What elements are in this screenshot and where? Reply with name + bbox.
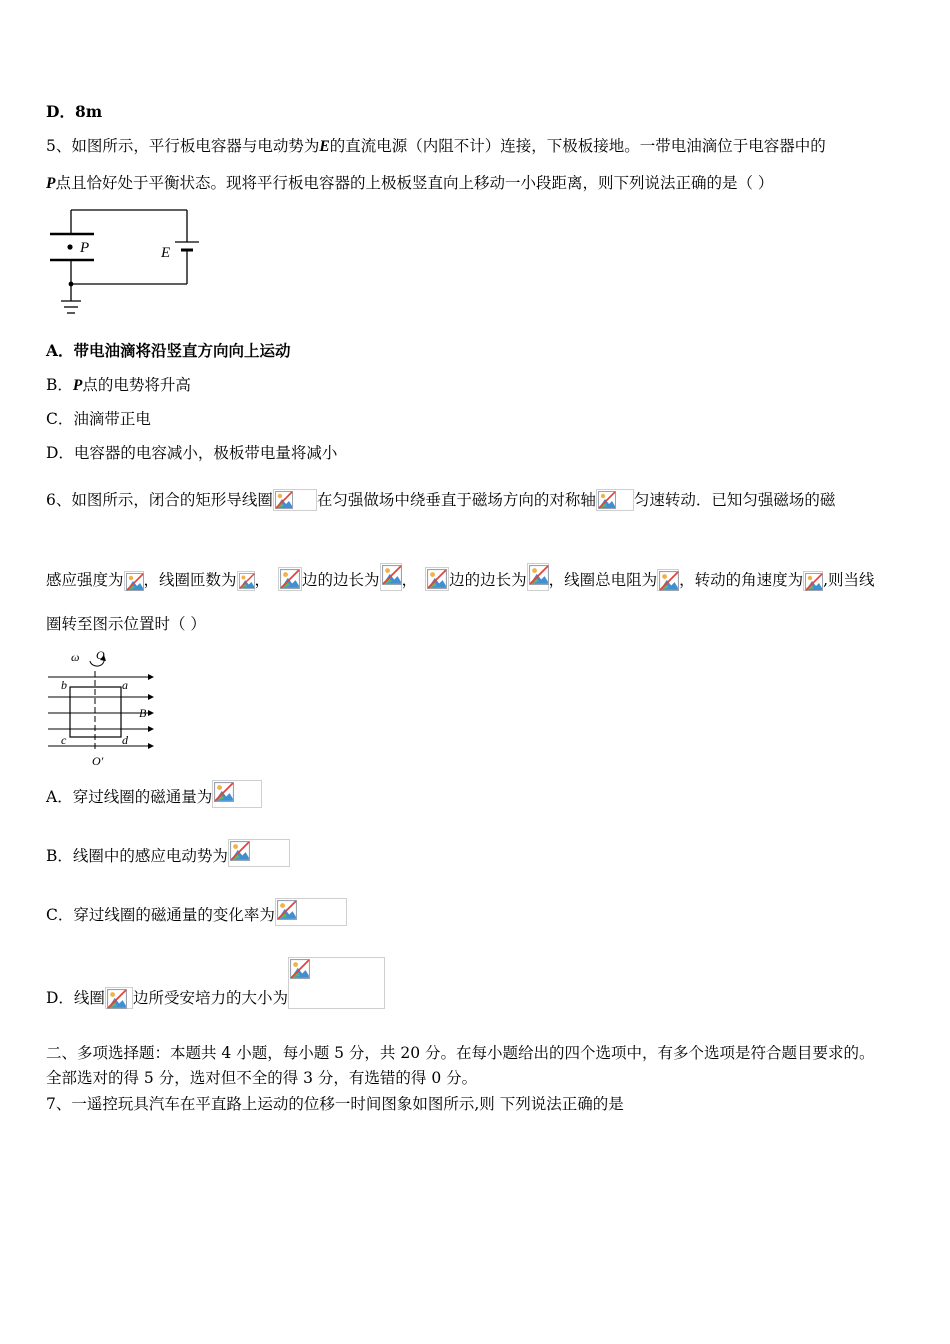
q6-text: ，线圈匝数为 (143, 571, 237, 589)
q5-var-P: P (46, 175, 56, 192)
q6-rotating-coil-figure (44, 645, 156, 773)
formula-image-icon (237, 571, 255, 591)
q6-label-c: c (61, 733, 67, 747)
formula-image-icon (228, 839, 290, 867)
q6-text: 匀速转动．已知匀强磁场的磁 (633, 491, 836, 509)
q5-stem-line1 (46, 135, 826, 158)
q5-option-a-text: A．带电油滴将沿竖直方向向上运动 (46, 341, 291, 360)
formula-image-icon (278, 567, 302, 591)
oil-drop-dot (67, 244, 72, 249)
q6-label-a: a (122, 678, 128, 692)
q5-capacitor-circuit-figure (44, 204, 204, 322)
q5-text: 的直流电源（内阻不计）连接，下极板接地。一带电油滴位于电容器中的 (329, 137, 826, 155)
q5-var-E: E (319, 138, 330, 155)
formula-image-icon (212, 780, 262, 808)
formula-image-icon (596, 489, 634, 511)
q6-stem-line3: 圈转至图示位置时（ ） (46, 615, 206, 633)
q6-option-b-text: B．线圈中的感应电动势为 (46, 847, 228, 865)
q6-option-a-text: A．穿过线圈的磁通量为 (46, 788, 213, 806)
q5-option-c: C．油滴带正电 (46, 410, 151, 428)
q6-text: 边的边长为 (302, 571, 380, 589)
formula-image-icon (288, 957, 385, 1009)
section2-heading-line1: 二、多项选择题：本题共 4 小题，每小题 5 分，共 20 分。在每小题给出的四个选项中，有多个选项是符合题目要求的。 (46, 1044, 875, 1062)
q4-option-d: D．8m (46, 102, 103, 121)
formula-image-icon (275, 898, 347, 926)
q5-option-b-var: P (72, 377, 83, 394)
q6-text: 6、如图所示，闭合的矩形导线圈 (46, 491, 273, 509)
q6-text: 在匀强做场中绕垂直于磁场方向的对称轴 (316, 491, 596, 509)
q6-option-d-text: 边所受安培力的大小为 (132, 989, 288, 1007)
q6-text: ， (254, 571, 271, 589)
q5-option-b-prefix: B． (46, 376, 73, 394)
q5-label-P: P (80, 240, 90, 256)
q6-option-b (46, 839, 290, 867)
q6-option-a (46, 780, 262, 808)
q5-option-b-text: 点的电势将升高 (82, 376, 191, 394)
q5-option-b (46, 374, 191, 397)
q6-option-d (46, 957, 385, 1009)
q7-stem: 7、一遥控玩具汽车在平直路上运动的位移一时间图象如图所示,则 下列说法正确的是 (46, 1095, 624, 1113)
q5-text: 5、如图所示，平行板电容器与电动势为 (46, 137, 320, 155)
q5-option-a (46, 340, 291, 362)
formula-image-icon (124, 571, 144, 591)
q6-label-b: b (61, 678, 67, 692)
q5-text: 点且恰好处于平衡状态。现将平行板电容器的上极板竖直向上移动一小段距离，则下列说法正确的是（ ） (55, 174, 774, 192)
formula-image-icon (657, 569, 679, 591)
q5-label-E: E (161, 245, 171, 261)
formula-image-icon (527, 563, 549, 591)
section2-heading-line2: 全部选对的得 5 分，选对但不全的得 3 分，有选错的得 0 分。 (46, 1069, 478, 1087)
q5-option-d: D．电容器的电容减小，极板带电量将减小 (46, 444, 338, 462)
formula-image-icon (425, 567, 449, 591)
q6-stem-line2 (46, 563, 875, 591)
q6-label-d: d (122, 733, 128, 747)
formula-image-icon (273, 489, 317, 511)
q6-label-O-prime: O′ (92, 754, 104, 768)
q6-option-c (46, 898, 347, 926)
q6-text: 感应强度为 (46, 571, 124, 589)
q6-text: ， (401, 571, 418, 589)
q6-text: ，线圈总电阻为 (548, 571, 658, 589)
q5-stem-line2 (46, 172, 773, 195)
q6-label-O: O (96, 648, 105, 662)
formula-image-icon (380, 563, 402, 591)
q6-label-omega: ω (71, 650, 80, 664)
q6-text: 边的边长为 (449, 571, 527, 589)
q6-text: ，转动的角速度为 (679, 571, 804, 589)
q6-label-B: B (139, 706, 147, 720)
q6-text: ,则当线 (823, 571, 875, 589)
q6-option-c-text: C．穿过线圈的磁通量的变化率为 (46, 906, 275, 924)
q6-option-d-text: D．线圈 (46, 989, 105, 1007)
q6-stem-line1 (46, 489, 835, 511)
formula-image-icon (803, 571, 823, 591)
formula-image-icon (105, 987, 133, 1009)
